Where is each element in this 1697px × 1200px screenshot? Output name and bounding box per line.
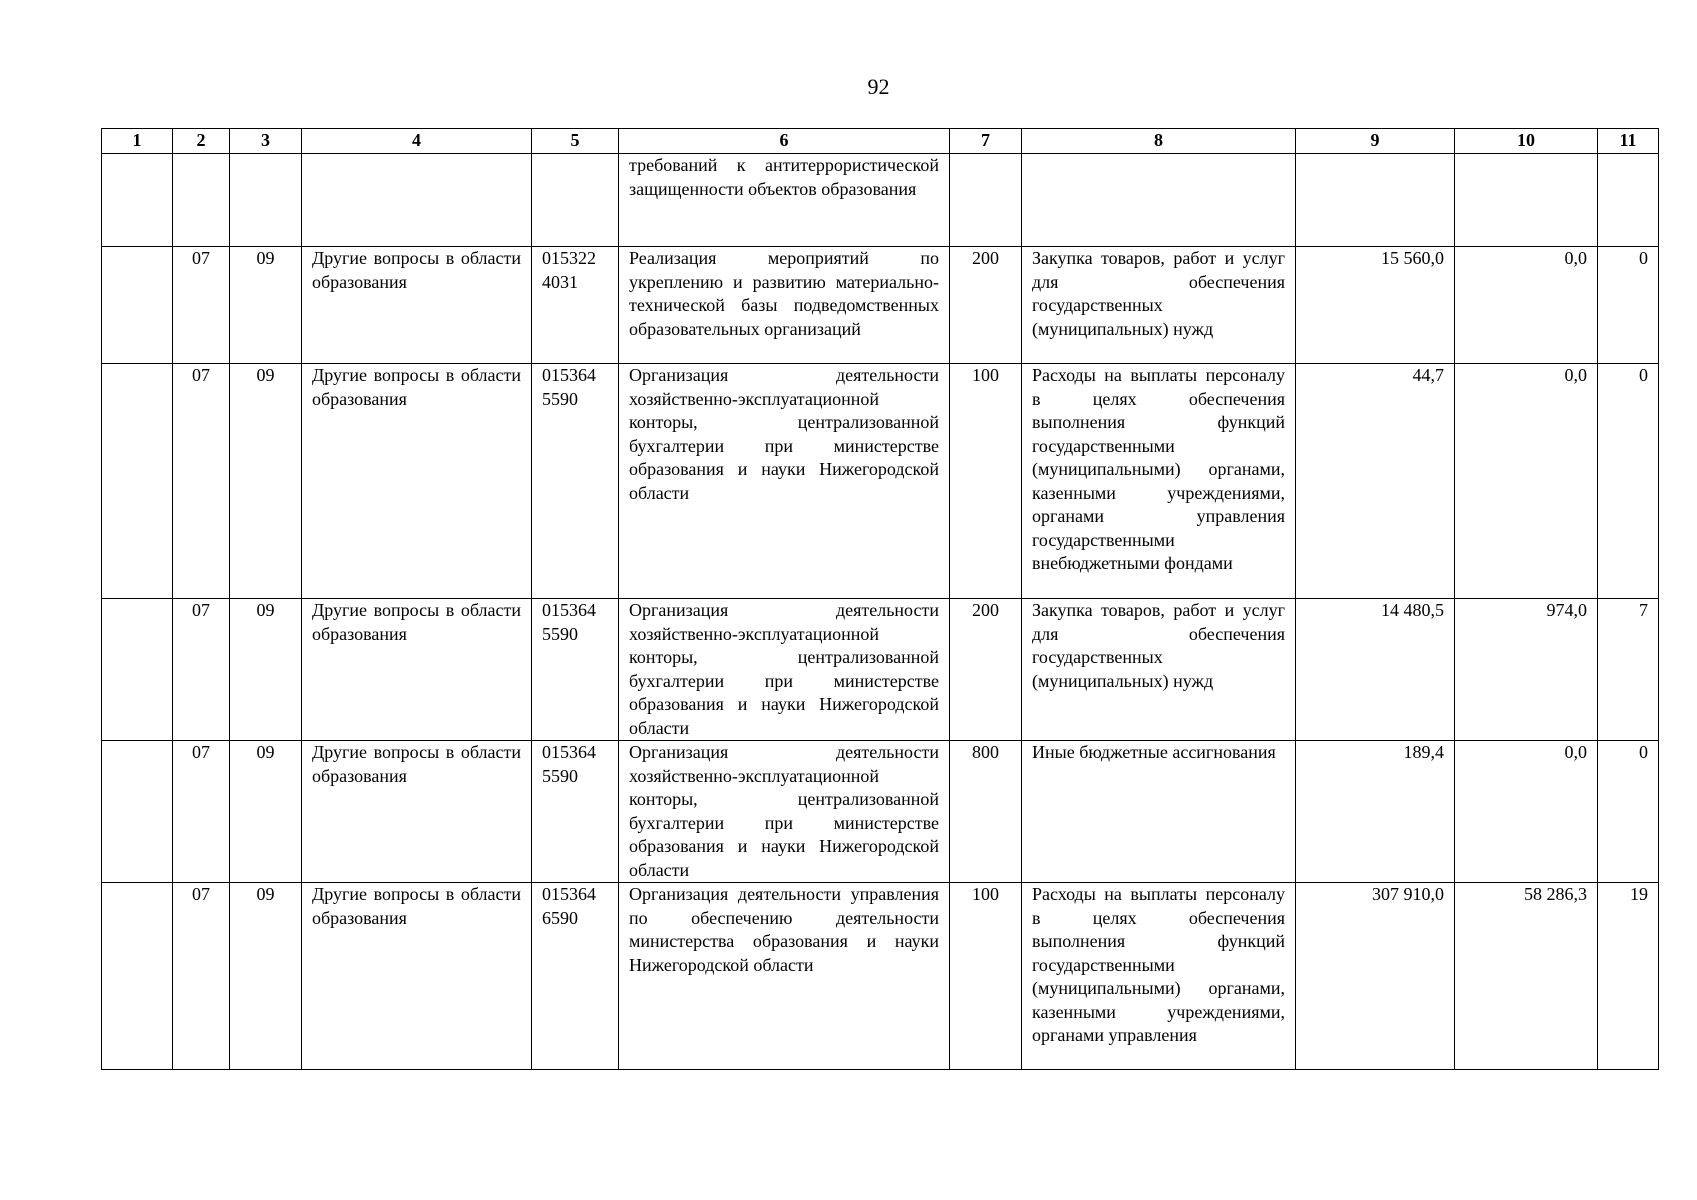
budget-table bbox=[101, 128, 1659, 1070]
column-header: 5 bbox=[532, 129, 619, 154]
cell-target-code bbox=[532, 247, 619, 364]
cell-expense-type: 200 bbox=[950, 599, 1022, 741]
target-code-part2: 5590 bbox=[542, 623, 578, 644]
target-code-part1: 015364 bbox=[542, 742, 596, 762]
table-row bbox=[102, 154, 1659, 247]
cell-col1 bbox=[102, 599, 173, 741]
cell-amount-federal: 0,0 bbox=[1455, 247, 1598, 364]
column-header: 3 bbox=[230, 129, 302, 154]
table-row bbox=[102, 741, 1659, 883]
cell-expense-type: 200 bbox=[950, 247, 1022, 364]
cell-expense-name bbox=[1022, 154, 1296, 247]
table-row bbox=[102, 883, 1659, 1070]
column-header: 6 bbox=[619, 129, 950, 154]
target-code-part2: 6590 bbox=[542, 907, 578, 928]
cell-program-name: Организация деятельности хозяйственно-эксплуатационной конторы, централизованной бухгалтерии при министерстве образования и науки Нижегородской области bbox=[619, 599, 950, 741]
cell-amount: 44,7 bbox=[1296, 364, 1455, 599]
cell-col11 bbox=[1598, 154, 1659, 247]
table-row bbox=[102, 247, 1659, 364]
table-row bbox=[102, 599, 1659, 741]
cell-subsection-name: Другие вопросы в области образования bbox=[302, 364, 532, 599]
cell-section: 07 bbox=[173, 599, 230, 741]
cell-amount-federal: 0,0 bbox=[1455, 741, 1598, 883]
target-code-part1: 015364 bbox=[542, 365, 596, 385]
cell-expense-type: 100 bbox=[950, 883, 1022, 1070]
cell-amount: 15 560,0 bbox=[1296, 247, 1455, 364]
target-code-part1: 015322 bbox=[542, 248, 596, 268]
cell-amount-federal: 0,0 bbox=[1455, 364, 1598, 599]
cell-target-code bbox=[532, 154, 619, 247]
cell-subsection-name: Другие вопросы в области образования bbox=[302, 599, 532, 741]
cell-expense-type bbox=[950, 154, 1022, 247]
cell-expense-name: Закупка товаров, работ и услуг для обеспечения государственных (муниципальных) нужд bbox=[1022, 599, 1296, 741]
cell-amount-federal: 974,0 bbox=[1455, 599, 1598, 741]
cell-col11: 7 bbox=[1598, 599, 1659, 741]
cell-amount: 14 480,5 bbox=[1296, 599, 1455, 741]
column-header: 11 bbox=[1598, 129, 1659, 154]
cell-subsection: 09 bbox=[230, 741, 302, 883]
target-code-part2: 5590 bbox=[542, 765, 578, 786]
cell-target-code bbox=[532, 364, 619, 599]
column-header: 7 bbox=[950, 129, 1022, 154]
cell-col1 bbox=[102, 883, 173, 1070]
cell-amount-federal bbox=[1455, 154, 1598, 247]
cell-amount: 307 910,0 bbox=[1296, 883, 1455, 1070]
header-row bbox=[102, 129, 1659, 154]
cell-subsection-name: Другие вопросы в области образования bbox=[302, 741, 532, 883]
column-header: 8 bbox=[1022, 129, 1296, 154]
cell-col1 bbox=[102, 741, 173, 883]
cell-amount: 189,4 bbox=[1296, 741, 1455, 883]
cell-subsection-name: Другие вопросы в области образования bbox=[302, 883, 532, 1070]
cell-subsection: 09 bbox=[230, 599, 302, 741]
column-header: 4 bbox=[302, 129, 532, 154]
column-header: 10 bbox=[1455, 129, 1598, 154]
cell-program-name: Организация деятельности хозяйственно-эксплуатационной конторы, централизованной бухгалтерии при министерстве образования и науки Нижегородской области bbox=[619, 741, 950, 883]
cell-expense-type: 100 bbox=[950, 364, 1022, 599]
target-code-part1: 015364 bbox=[542, 884, 596, 904]
cell-expense-name: Расходы на выплаты персоналу в целях обеспечения выполнения функций государственными (муниципальными) органами, казенными учреждениями, органами управления государственными внебюджетными фондами bbox=[1022, 364, 1296, 599]
cell-expense-name: Закупка товаров, работ и услуг для обеспечения государственных (муниципальных) нужд bbox=[1022, 247, 1296, 364]
cell-col11: 0 bbox=[1598, 741, 1659, 883]
cell-target-code bbox=[532, 883, 619, 1070]
cell-subsection-name bbox=[302, 154, 532, 247]
cell-target-code bbox=[532, 741, 619, 883]
cell-col1 bbox=[102, 247, 173, 364]
cell-col11: 19 bbox=[1598, 883, 1659, 1070]
cell-col1 bbox=[102, 154, 173, 247]
cell-section: 07 bbox=[173, 883, 230, 1070]
cell-amount bbox=[1296, 154, 1455, 247]
cell-col11: 0 bbox=[1598, 247, 1659, 364]
cell-subsection: 09 bbox=[230, 364, 302, 599]
cell-subsection: 09 bbox=[230, 883, 302, 1070]
page-number: 92 bbox=[867, 74, 890, 99]
cell-program-name: Организация деятельности хозяйственно-эксплуатационной конторы, централизованной бухгалтерии при министерстве образования и науки Нижегородской области bbox=[619, 364, 950, 599]
cell-amount-federal: 58 286,3 bbox=[1455, 883, 1598, 1070]
cell-program-name: Организация деятельности управления по обеспечению деятельности министерства образования и науки Нижегородской области bbox=[619, 883, 950, 1070]
cell-program-name: требований к антитеррористической защищенности объектов образования bbox=[619, 154, 950, 247]
cell-section: 07 bbox=[173, 247, 230, 364]
cell-program-name: Реализация мероприятий по укреплению и развитию материально-технической базы подведомственных образовательных организаций bbox=[619, 247, 950, 364]
cell-subsection-name: Другие вопросы в области образования bbox=[302, 247, 532, 364]
cell-section: 07 bbox=[173, 364, 230, 599]
column-header: 1 bbox=[102, 129, 173, 154]
column-header: 2 bbox=[173, 129, 230, 154]
cell-col11: 0 bbox=[1598, 364, 1659, 599]
cell-subsection: 09 bbox=[230, 247, 302, 364]
cell-section bbox=[173, 154, 230, 247]
cell-subsection bbox=[230, 154, 302, 247]
target-code-part1: 015364 bbox=[542, 600, 596, 620]
cell-col1 bbox=[102, 364, 173, 599]
cell-target-code bbox=[532, 599, 619, 741]
target-code-part2: 5590 bbox=[542, 388, 578, 409]
table-row bbox=[102, 364, 1659, 599]
cell-expense-type: 800 bbox=[950, 741, 1022, 883]
target-code-part2: 4031 bbox=[542, 271, 578, 292]
cell-section: 07 bbox=[173, 741, 230, 883]
cell-expense-name: Иные бюджетные ассигнования bbox=[1022, 741, 1296, 883]
column-header: 9 bbox=[1296, 129, 1455, 154]
cell-expense-name: Расходы на выплаты персоналу в целях обеспечения выполнения функций государственными (муниципальными) органами, казенными учреждениями, органами управления bbox=[1022, 883, 1296, 1070]
